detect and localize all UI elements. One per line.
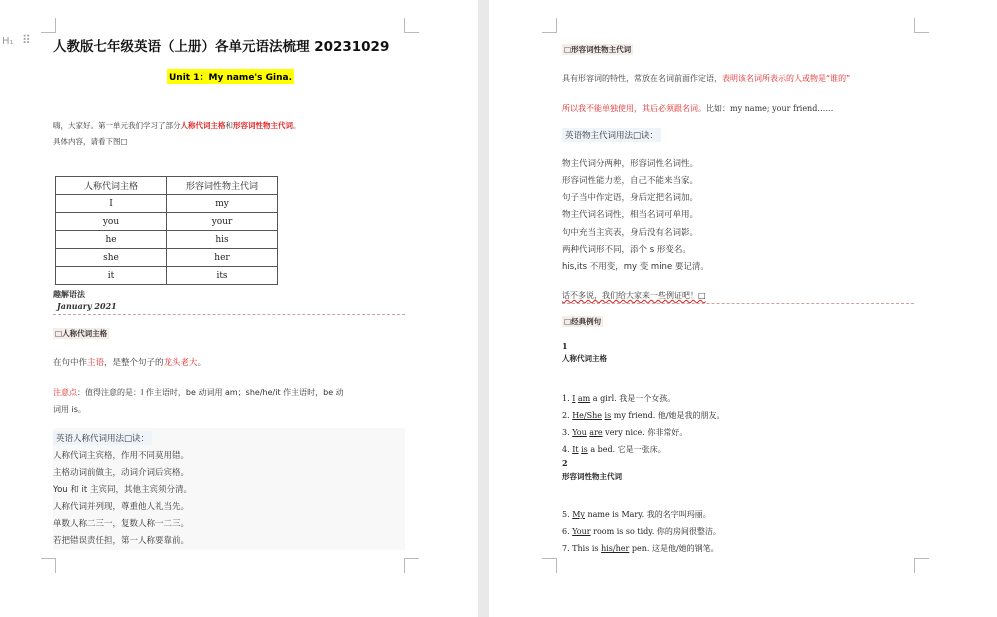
section-label: 趣解语法	[53, 290, 85, 299]
example-text: my friend. 他/她是我的朋友。	[611, 411, 725, 420]
example-number: 1.	[562, 394, 573, 403]
table-header: 形容词性物主代词	[167, 177, 278, 195]
date-label: January 2021	[57, 301, 117, 311]
mnemonic-line: 单数人称二三一，复数人称一二三。	[53, 519, 190, 529]
dashed-divider	[562, 303, 914, 304]
table-cell: she	[56, 249, 167, 267]
table-row	[56, 231, 278, 249]
unit-title: Unit 1：My name's Gina.	[167, 69, 294, 84]
page-corner-mark	[542, 18, 557, 33]
example-group-number: 2	[562, 458, 568, 468]
table-cell: I	[56, 195, 167, 213]
example-pronoun: My	[572, 510, 585, 519]
intro-line-2: 具体内容，请看下图□	[53, 137, 128, 146]
mnemonic-line: 人称代词主宾格，作用不同莫用错。	[53, 451, 190, 461]
possessive-description-line-2	[562, 103, 833, 115]
table-cell: he	[56, 231, 167, 249]
example-text: room is so tidy. 你的房间很整洁。	[590, 527, 721, 536]
table-header-row	[56, 177, 278, 195]
transition-line: 话不多说，我们给大家来一些例证吧！□	[562, 291, 706, 300]
pronoun-table	[55, 176, 278, 285]
intro-text: 嗨，大家好。第一单元我们学习了部分	[53, 121, 181, 130]
example-pronoun: It	[572, 445, 579, 454]
document-page-right	[489, 0, 997, 617]
note-line-1	[53, 387, 344, 399]
description-highlight: 所以我不能单独使用，其后必须跟名词。	[562, 104, 706, 113]
example-number: 7. This is	[562, 544, 602, 553]
description-text: 。	[197, 358, 207, 368]
example-text: a bed. 它是一张床。	[587, 445, 666, 454]
table-cell: you	[56, 213, 167, 231]
example-text: pen. 这是他/她的钢笔。	[629, 544, 719, 553]
description-highlight: 表明该名词所表示的人或物是“谁的”	[722, 74, 851, 83]
example-pronoun: Your	[572, 527, 591, 536]
mnemonic-line: his,its 不用变，my 变 mine 要记清。	[562, 262, 709, 272]
table-cell: it	[56, 267, 167, 285]
mnemonic-line: 主格动词前做主，动词介词后宾格。	[53, 468, 190, 478]
section-heading-possessive-adjective: □形容词性物主代词	[564, 45, 632, 54]
heading-style-icon[interactable]: H₁	[2, 36, 14, 47]
page-corner-mark	[41, 18, 56, 33]
table-header: 人称代词主格	[56, 177, 167, 195]
section-heading-subject-pronoun: □人称代词主格	[55, 329, 108, 338]
intro-text: 和	[225, 121, 233, 130]
note-label: 注意点	[53, 388, 77, 397]
possessive-description-line-1	[562, 73, 850, 85]
table-cell: my	[167, 195, 278, 213]
mnemonic-line: 两种代词形不同，添个 s 形变名。	[562, 245, 691, 255]
example-text: name is Mary. 我的名字叫玛丽。	[584, 510, 711, 519]
mnemonic-line: 句子当中作定语，身后定把名词加。	[562, 193, 699, 203]
table-cell: its	[167, 267, 278, 285]
example-group-title: 形容词性物主代词	[562, 472, 622, 481]
table-cell: her	[167, 249, 278, 267]
intro-text: 。	[293, 121, 301, 130]
example-pronoun: his/her	[601, 544, 630, 553]
example-verb: is	[604, 411, 612, 420]
example-group-title: 人称代词主格	[562, 354, 607, 363]
example-sentence	[562, 427, 687, 438]
table-row	[56, 249, 278, 267]
table-row	[56, 267, 278, 285]
intro-highlight: 形容词性物主代词	[233, 121, 293, 130]
example-number: 2.	[562, 411, 573, 420]
description-text: 在句中作	[53, 358, 88, 368]
table-row	[56, 213, 278, 231]
document-page-left	[0, 0, 478, 617]
description-text: 比如：my name; your friend……	[706, 104, 834, 113]
description-highlight: 主语	[87, 358, 105, 368]
mnemonic-title: 英语物主代词用法□诀：	[562, 128, 661, 142]
subject-pronoun-description	[53, 357, 206, 369]
page-corner-mark	[404, 558, 419, 573]
mnemonic-line: 句中充当主宾表，身后没有名词影。	[562, 228, 699, 238]
example-verb: is	[581, 445, 588, 454]
example-number: 3.	[562, 428, 573, 437]
mnemonic-title: 英语人称代词用法□诀：	[53, 431, 152, 445]
example-sentence	[562, 444, 666, 455]
mnemonic-line: 若把错误责任担，第一人称要靠前。	[53, 536, 190, 546]
example-verb: am	[577, 394, 591, 403]
example-number: 5.	[562, 510, 573, 519]
example-pronoun: You	[572, 428, 587, 437]
section-heading-examples: □经典例句	[564, 317, 602, 326]
page-corner-mark	[914, 558, 929, 573]
description-text: ，是整个句子的	[104, 358, 164, 368]
example-text: a girl. 我是一个女孩。	[590, 394, 676, 403]
example-sentence	[562, 526, 721, 537]
example-verb: are	[589, 428, 603, 437]
intro-line-1	[53, 120, 301, 132]
description-text: 具有形容词的特性，常放在名词前面作定语，	[562, 74, 722, 83]
dashed-divider	[53, 314, 405, 315]
example-text: very nice. 你非常好。	[602, 428, 688, 437]
mnemonic-line: You 和 it 主宾同，其他主宾须分清。	[53, 485, 192, 495]
example-pronoun: He/She	[572, 411, 602, 420]
example-sentence	[562, 393, 675, 404]
example-sentence	[562, 509, 711, 520]
mnemonic-line: 物主代词名词性，相当名词可单用。	[562, 210, 699, 220]
example-group-number: 1	[562, 341, 568, 351]
note-line-2: 词用 is。	[53, 405, 86, 414]
page-corner-mark	[542, 558, 557, 573]
note-text: ：值得注意的是：I 作主语时，be 动词用 am；she/he/it 作主语时，be 动	[77, 388, 344, 397]
drag-handle-icon[interactable]: ⠿	[22, 33, 30, 47]
intro-highlight: 人称代词主格	[180, 121, 226, 130]
example-number: 6.	[562, 527, 573, 536]
example-sentence	[562, 410, 725, 421]
description-highlight: 龙头老大	[163, 358, 198, 368]
example-number: 4.	[562, 445, 573, 454]
page-corner-mark	[404, 18, 419, 33]
table-cell: his	[167, 231, 278, 249]
table-cell: your	[167, 213, 278, 231]
example-sentence	[562, 543, 719, 554]
mnemonic-line: 物主代词分两种，形容词性名词性。	[562, 159, 699, 169]
page-corner-mark	[914, 18, 929, 33]
table-row	[56, 195, 278, 213]
example-pronoun: I	[572, 394, 576, 403]
mnemonic-line: 人称代词并列现，尊重他人礼当先。	[53, 502, 190, 512]
mnemonic-line: 形容词性能力差，自己不能来当家。	[562, 176, 699, 186]
document-title: 人教版七年级英语（上册）各单元语法梳理 20231029	[53, 39, 390, 55]
page-corner-mark	[41, 558, 56, 573]
